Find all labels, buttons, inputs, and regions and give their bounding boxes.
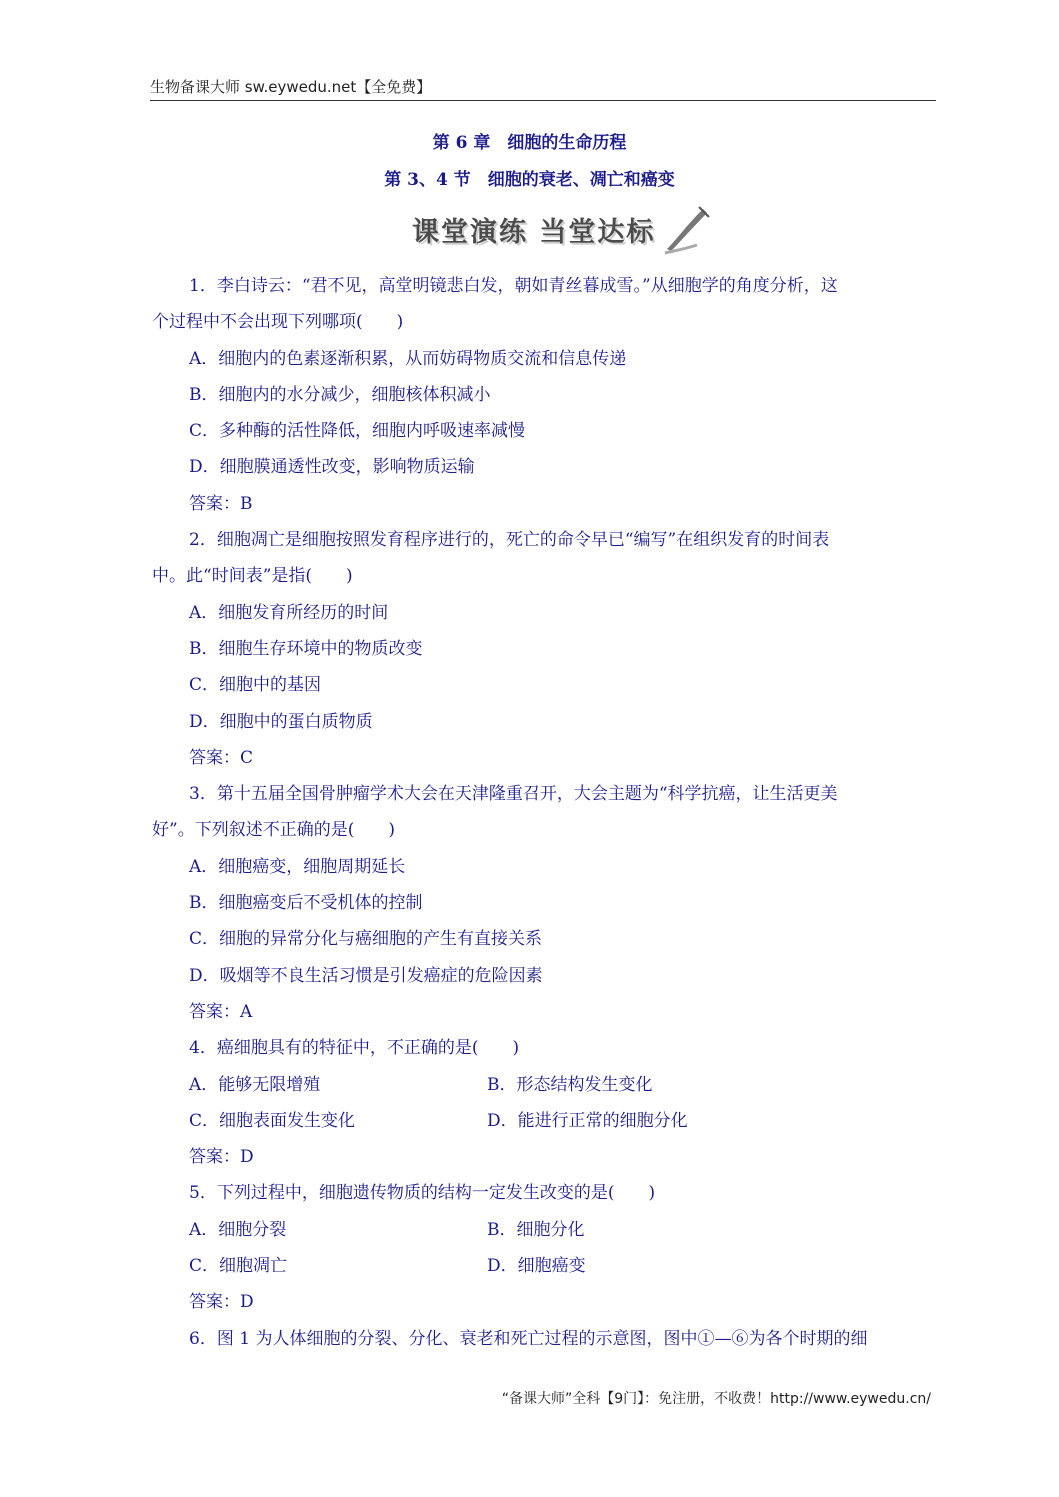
q2-answer: 答案：C [189,747,254,768]
q1-option-b: B．细胞内的水分减少，细胞核体积减小 [189,384,491,405]
q3-option-c: C．细胞的异常分化与癌细胞的产生有直接关系 [189,929,543,950]
pen-brush-icon [663,205,713,255]
q1-stem-line2: 个过程中不会出现下列哪项( ) [152,312,404,333]
q3-answer: 答案：A [189,1001,253,1022]
q3-stem-line1: 3．第十五届全国骨肿瘤学术大会在天津隆重召开，大会主题为“科学抗癌，让生活更美 [189,784,838,805]
q5-answer: 答案：D [189,1292,254,1313]
q1-option-d: D．细胞膜通透性改变，影响物质运输 [189,457,475,478]
q2-option-a: A．细胞发育所经历的时间 [189,602,389,623]
q1-stem-line1: 1．李白诗云：“君不见，高堂明镜悲白发，朝如青丝暮成雪。”从细胞学的角度分析，这 [189,276,838,296]
q1-option-c: C．多种酶的活性降低，细胞内呼吸速率减慢 [189,421,526,442]
q5-option-b: B．细胞分化 [487,1219,585,1240]
section-banner [408,205,708,255]
q4-option-b: B．形态结构发生变化 [487,1074,653,1095]
q6-stem-line1: 6．图 1 为人体细胞的分裂、分化、衰老和死亡过程的示意图，图中①—⑥为各个时期的细 [189,1328,868,1349]
q2-stem-line2: 中。此“时间表”是指( ) [152,566,353,587]
q4-stem: 4．癌细胞具有的特征中，不正确的是( ) [189,1038,520,1059]
q1-option-a: A．细胞内的色素逐渐积累，从而妨碍物质交流和信息传递 [189,348,627,369]
section-title: 第 3、4 节 细胞的衰老、凋亡和癌变 [384,170,675,190]
q5-option-d: D．细胞癌变 [487,1256,586,1277]
q2-option-b: B．细胞生存环境中的物质改变 [189,638,423,659]
q4-options-row1 [152,1067,932,1103]
q3-option-d: D．吸烟等不良生活习惯是引发癌症的危险因素 [189,965,543,986]
header-text: 生物备课大师 sw.eywedu.net【全免费】 [150,78,432,96]
q5-option-c: C．细胞凋亡 [189,1256,288,1277]
q3-option-a: A．细胞癌变，细胞周期延长 [189,856,406,877]
chapter-title: 第 6 章 细胞的生命历程 [432,133,627,153]
q4-answer: 答案：D [189,1147,254,1168]
q4-option-a: A．能够无限增殖 [189,1074,321,1095]
q2-stem-line1: 2．细胞凋亡是细胞按照发育程序进行的，死亡的命令早已“编写”在组织发育的时间表 [189,530,830,551]
q5-stem: 5．下列过程中，细胞遗传物质的结构一定发生改变的是( ) [189,1183,656,1204]
q2-option-c: C．细胞中的基因 [189,675,322,696]
q2-option-d: D．细胞中的蛋白质物质 [189,711,373,732]
banner-text: 课堂演练 当堂达标 [412,217,656,248]
q5-options-row1 [152,1212,932,1248]
q5-options-row2 [152,1248,932,1284]
q1-answer: 答案：B [189,493,253,514]
exercise-list [152,268,932,1357]
q3-stem-line2: 好”。下列叙述不正确的是( ) [152,820,395,841]
q4-options-row2 [152,1103,932,1139]
q4-option-d: D．能进行正常的细胞分化 [487,1110,688,1131]
page-footer: “备课大师”全科【9门】：免注册，不收费！http://www.eywedu.cn/ [501,1391,931,1407]
page-header [150,74,936,101]
q3-option-b: B．细胞癌变后不受机体的控制 [189,893,423,914]
q5-option-a: A．细胞分裂 [189,1219,287,1240]
q4-option-c: C．细胞表面发生变化 [189,1110,356,1131]
